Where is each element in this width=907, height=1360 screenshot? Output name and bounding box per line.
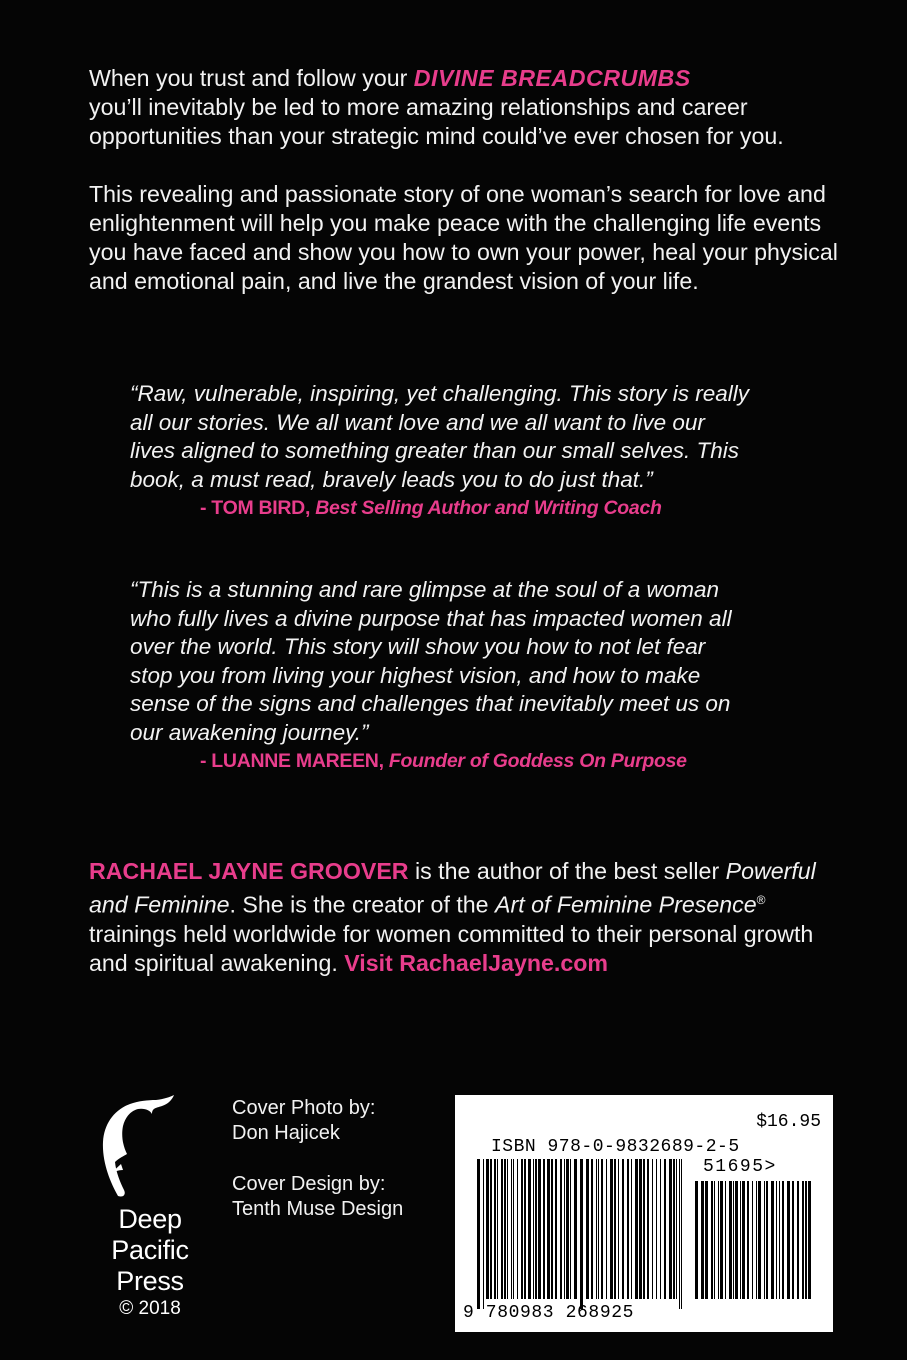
barcode-bar [591,1159,593,1299]
barcode-bar [752,1181,753,1299]
testimonial-quote: “This is a stunning and rare glimpse at the soul of a woman who fully lives a divine purpose that has impacted women all over the world. This story will show you how to not let fear stop you from living your highest vision, and how to make sense of the signs and challenges that inevitably meet us on our awakening journey.” [130,577,732,745]
barcode-bar [618,1159,619,1299]
intro-text [89,64,849,325]
cover-credits [232,1096,442,1248]
credit-label: Cover Photo by: [232,1097,376,1119]
testimonial-attribution [130,494,750,522]
barcode-bar [606,1159,607,1299]
barcode-bar [647,1159,649,1299]
bio-text: is the author of the best seller [408,858,726,884]
testimonial-1 [130,380,750,522]
barcode-bar [733,1181,734,1299]
dolphin-icon [94,1092,176,1204]
barcode-bar [643,1159,645,1299]
barcode-bar [735,1181,738,1299]
barcode-bar [560,1159,562,1299]
barcode-bar [521,1159,523,1299]
barcode-bar [808,1181,811,1299]
testimonial-quote: “Raw, vulnerable, inspiring, yet challenging. This story is really all our stories. We all want love and we all want to live our lives aligned to something greater than our small selves. This book, a must read, bravely leads you to do just that.” [130,381,750,492]
barcode-bar [740,1181,741,1299]
barcode-bar [507,1159,508,1299]
barcode-bar [676,1159,677,1299]
barcode-bar [533,1159,534,1299]
barcode-bar [535,1159,537,1299]
barcode-bar [504,1159,506,1299]
barcode-bar [570,1159,571,1299]
barcode-bar [580,1159,583,1309]
barcode-bar [547,1159,550,1299]
bio-text: . She is the creator of the [229,891,496,918]
barcode-bar [705,1181,708,1299]
barcode-bar [627,1159,629,1299]
publisher-name-line: Pacific [111,1235,189,1265]
intro-paragraph-1 [89,64,849,151]
author-bio [89,857,849,978]
price-addon-number: 51695> [703,1157,777,1177]
publisher-logo [90,1092,210,1320]
barcode-bar [718,1181,719,1299]
barcode-bar [714,1181,715,1299]
barcode-bar [720,1181,723,1299]
testimonial-author-role: Best Selling Author and Writing Coach [315,497,662,519]
barcode-bar [517,1159,518,1299]
barcode-bar [490,1159,492,1299]
credit-label: Cover Design by: [232,1173,386,1195]
barcode-bar [725,1181,726,1299]
intro-paragraph-2: This revealing and passionate story of one woman’s search for love and enlightenment will help you make peace with the challenging life events you have faced and show you how to own your power, heal your physical and emotional pain, and live the grandest vision of your life. [89,181,838,294]
barcode-bar [551,1159,553,1299]
barcode-bar [614,1159,616,1299]
price-label: $16.95 [756,1112,821,1132]
ean-digits: 9 780983 268925 [463,1303,635,1323]
barcode-bar [787,1181,790,1299]
barcode-bar [596,1159,597,1299]
program-name: Art of Feminine Presence [495,891,757,918]
barcode-bar [486,1159,489,1299]
publisher-name-line: Deep [118,1204,182,1234]
bio-text: trainings held worldwide for women committed to their personal growth and spiritual awakening. [89,920,814,976]
barcode-bar [656,1159,657,1299]
barcode-bar [483,1159,484,1309]
author-name: RACHAEL JAYNE GROOVER [89,858,409,884]
barcode-bar [631,1159,632,1299]
credit-name: Tenth Muse Design [232,1198,404,1220]
barcode-bar [477,1159,480,1309]
barcode-bar [652,1159,653,1299]
intro-p1-end: you’ll inevitably be led to more amazing relationships and career opportunities than your strategic mind could’ve ever chosen for you. [89,94,784,149]
barcode-bar [758,1181,761,1299]
barcode-bar [543,1159,545,1299]
barcode-bar [622,1159,624,1299]
barcode-bar [501,1159,503,1299]
book-title: Powerful and Feminine [89,858,816,918]
addon-barcode-bars [695,1181,811,1309]
barcode-bar [766,1181,768,1299]
barcode-bar [660,1159,661,1299]
barcode-bar [805,1181,807,1299]
barcode-bar [598,1159,599,1299]
barcode-bar [564,1159,565,1299]
barcode-bar [497,1159,498,1299]
barcode-bar [574,1159,577,1299]
isbn-barcode [455,1095,833,1332]
testimonial-author-role: Founder of Goddess On Purpose [388,750,687,772]
testimonial-author: - LUANNE MAREEN, [200,750,389,772]
barcode-bar [771,1181,774,1299]
barcode-bar [729,1181,732,1299]
barcode-bar [664,1159,666,1299]
credit-name: Don Hajicek [232,1122,340,1144]
barcode-bar [747,1181,749,1299]
barcode-bar [528,1159,531,1299]
testimonial-author: - TOM BIRD, [200,497,316,519]
barcode-bar [639,1159,642,1299]
barcode-bar [797,1181,799,1299]
design-credit [232,1172,442,1222]
barcode-bar [782,1181,784,1299]
barcode-bar [494,1159,496,1299]
barcode-bar [610,1159,613,1299]
testimonial-attribution [130,747,750,775]
registered-mark: ® [756,893,766,907]
intro-p1-start: When you trust and follow your [89,65,414,91]
barcode-bar [673,1159,675,1299]
publisher-name-line: Press [116,1266,184,1296]
barcode-bar [555,1159,557,1299]
testimonial-2 [130,576,750,775]
barcode-bar [513,1159,514,1299]
ean-barcode-bars [477,1159,685,1309]
barcode-bar [695,1181,698,1299]
barcode-bar [776,1181,777,1299]
barcode-bar [792,1181,794,1299]
barcode-bar [779,1181,780,1299]
barcode-bar [669,1159,672,1299]
barcode-bar [524,1159,526,1299]
barcode-bar [681,1159,682,1309]
barcode-bar [711,1181,713,1299]
photo-credit [232,1096,442,1146]
barcode-bar [566,1159,569,1299]
barcode-bar [742,1181,745,1299]
barcode-bar [701,1181,704,1299]
barcode-bar [802,1181,804,1299]
barcode-bar [538,1159,541,1299]
copyright: © 2018 [119,1298,181,1319]
barcode-bar [679,1159,680,1309]
isbn-number: ISBN 978-0-9832689-2-5 [491,1137,740,1157]
barcode-bar [511,1159,512,1299]
divine-breadcrumbs-title: DIVINE BREADCRUMBS [413,65,691,91]
barcode-bar [756,1181,757,1299]
website-link[interactable]: Visit RachaelJayne.com [344,949,609,976]
barcode-bar [764,1181,765,1299]
barcode-bar [601,1159,603,1299]
barcode-bar [586,1159,589,1299]
barcode-bar [635,1159,638,1299]
